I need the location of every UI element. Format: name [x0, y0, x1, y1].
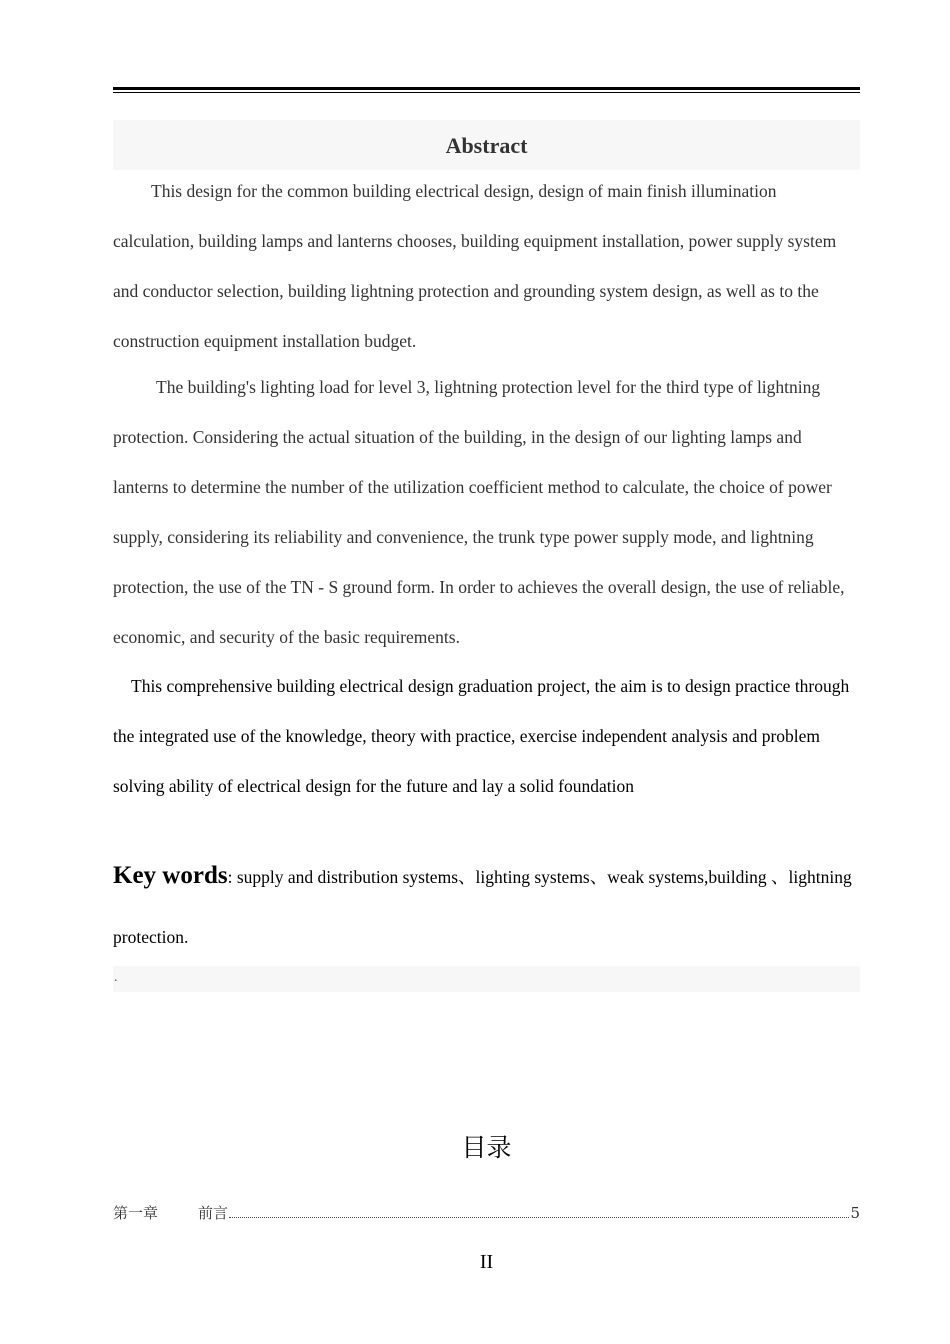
keywords: [113, 846, 860, 967]
abstract-title: Abstract: [445, 133, 528, 158]
toc-title: 目录: [461, 1133, 512, 1162]
toc-entry[interactable]: [113, 1202, 860, 1226]
toc-dot-leader: [229, 1216, 849, 1218]
abstract-paragraph-2: The building's lighting load for level 3, lightning protection level for the third type of lightning protection. Considering the actual situation of the building, in the design of our lighting lamps and lanterns to determine the number of the utilization coefficient method to calculate, the choice of power supply, considering its reliability and convenience, the trunk type power supply mode, and lightning protection, the use of the TN - S ground form. In order to achieves the overall design, the use of reliable, economic, and security of the basic requirements.: [113, 377, 845, 647]
abstract-paragraph-3: This comprehensive building electrical design graduation project, the aim is to design practice through the integrated use of the knowledge, theory with practice, exercise independent analysis and problem solving ability of electrical design for the future and lay a solid foundation: [113, 676, 850, 796]
abstract-paragraph-1: This design for the common building electrical design, design of main finish illumination calculation, building lamps and lanterns chooses, building equipment installation, power supply system and conductor selection, building lightning protection and grounding system design, as well as to the construction equipment installation budget.: [113, 181, 837, 351]
header-rule-thin: [113, 92, 860, 93]
toc-entry-label: 前言: [198, 1204, 229, 1222]
keywords-label: Key words: [113, 862, 228, 889]
toc-entry-chapter: 第一章: [113, 1204, 159, 1222]
toc-entry-page: 5: [850, 1204, 860, 1222]
keywords-text: : supply and distribution systems、lighting systems、weak systems,building 、lightning protection.: [113, 867, 852, 947]
trailing-shading: [113, 966, 860, 992]
header-rule-thick: [113, 87, 860, 90]
trailing-dot: .: [114, 970, 118, 985]
page-number: II: [479, 1251, 494, 1273]
